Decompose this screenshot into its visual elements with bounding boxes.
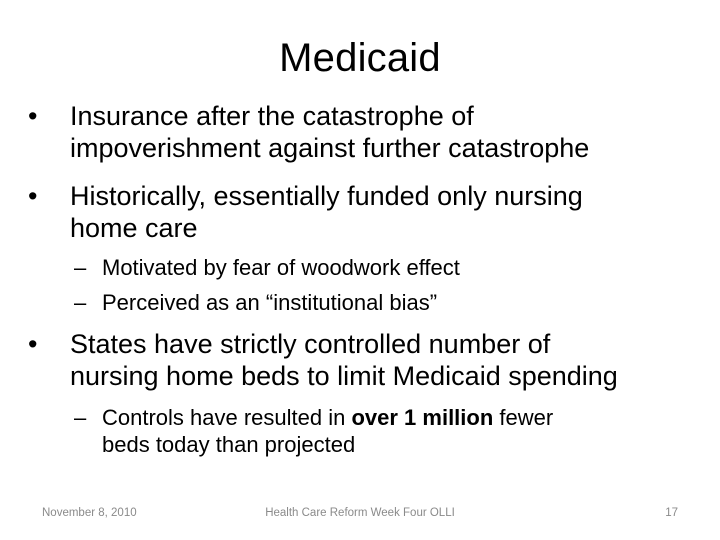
footer-date: November 8, 2010 — [42, 507, 137, 519]
bullet-line: impoverishment against further catastrophe — [70, 133, 590, 163]
sub-bullet-line — [102, 404, 682, 431]
bullet-text — [70, 328, 710, 392]
bullet-text — [70, 180, 710, 244]
sub-bullet-text: Motivated by fear of woodwork effect — [102, 255, 460, 280]
sub-bullet-marker: – — [74, 290, 87, 315]
sub-bullet-pre: Controls have resulted in — [102, 405, 352, 430]
bullet-line: nursing home beds to limit Medicaid spending — [70, 361, 618, 391]
bullet-line: Insurance after the catastrophe of — [70, 101, 474, 131]
bullet-line: home care — [70, 213, 198, 243]
sub-bullet-post: fewer — [493, 405, 554, 430]
sub-bullet-line: beds today than projected — [102, 432, 356, 457]
bullet-marker: • — [28, 329, 38, 359]
bullet-marker: • — [28, 181, 38, 211]
sub-bullet-text — [102, 404, 682, 458]
footer-page-number: 17 — [665, 507, 678, 519]
bullet-marker: • — [28, 101, 38, 131]
bullet-text — [70, 100, 710, 164]
sub-bullet-marker: – — [74, 255, 87, 280]
sub-bullet-text: Perceived as an “institutional bias” — [102, 290, 438, 315]
sub-bullet-marker: – — [74, 405, 87, 430]
sub-bullet-emphasis: over 1 million — [351, 405, 494, 430]
slide-title: Medicaid — [279, 36, 441, 80]
bullet-line: States have strictly controlled number of — [70, 329, 551, 359]
footer-title: Health Care Reform Week Four OLLI — [265, 507, 455, 519]
bullet-line: Historically, essentially funded only nursing — [70, 181, 583, 211]
